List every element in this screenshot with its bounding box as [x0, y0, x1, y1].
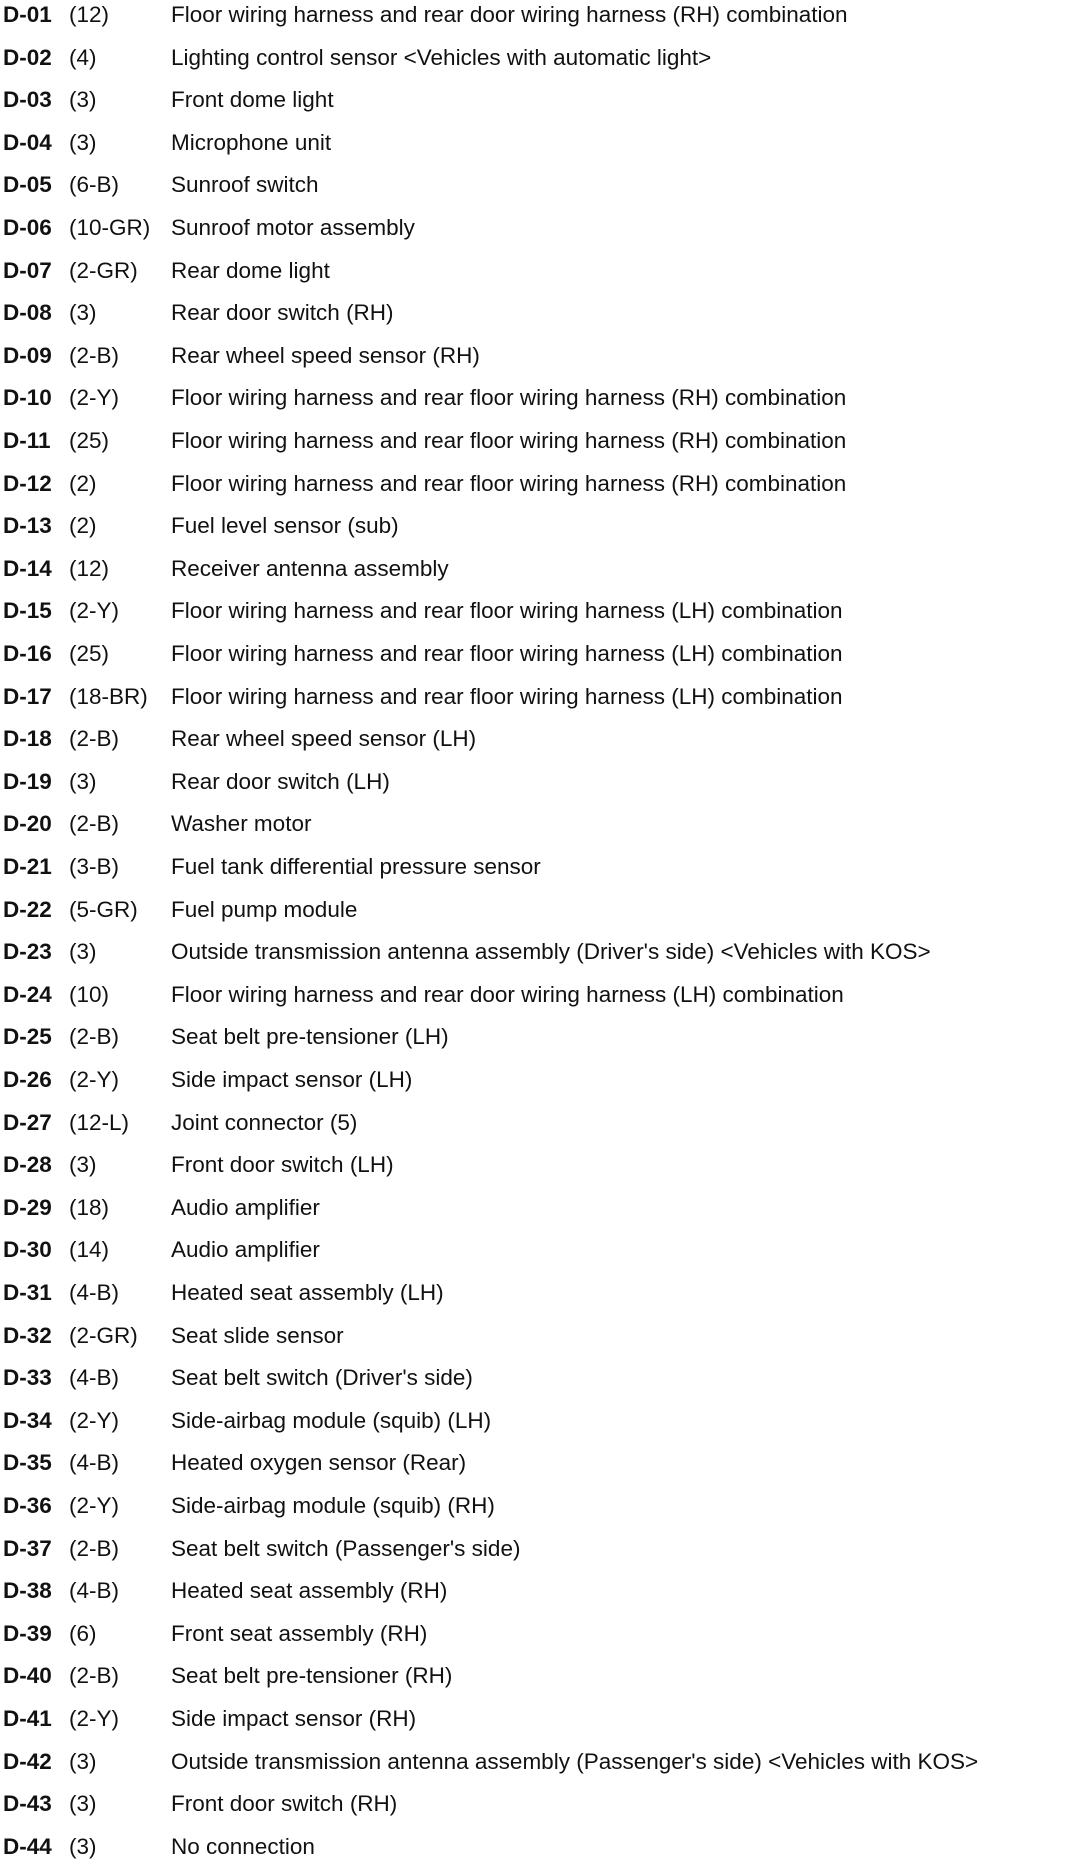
connector-pins: (2-B) [69, 1024, 119, 1050]
connector-description: Side impact sensor (LH) [171, 1067, 413, 1092]
connector-id: D-26 [3, 1067, 52, 1092]
connector-pins: (2) [69, 513, 97, 539]
connector-description: Seat belt pre-tensioner (RH) [171, 1663, 453, 1689]
connector-pins: (12) [69, 555, 110, 581]
connector-pins: (2-B) [69, 1535, 119, 1561]
connector-pins: (2-GR) [69, 1322, 138, 1348]
connector-description: Joint connector (5) [171, 1109, 358, 1135]
connector-pins: (10-GR) [69, 215, 151, 240]
connector-id: D-21 [3, 854, 52, 879]
connector-pins: (5-GR) [69, 896, 138, 922]
connector-id: D-30 [3, 1237, 52, 1263]
connector-description: Fuel tank differential pressure sensor [171, 854, 541, 879]
connector-pins: (2-Y) [69, 1407, 119, 1433]
connector-pins: (2-Y) [69, 1706, 119, 1731]
connector-description: Seat belt switch (Passenger's side) [171, 1535, 521, 1561]
connector-id: D-04 [3, 129, 52, 155]
connector-description: Floor wiring harness and rear floor wiring harness (RH) combination [171, 470, 847, 496]
connector-id: D-24 [3, 981, 52, 1007]
connector-description: Floor wiring harness and rear floor wiring harness (LH) combination [171, 598, 843, 624]
connector-id: D-34 [3, 1407, 52, 1433]
connector-pins: (3-B) [69, 854, 119, 879]
connector-description: Floor wiring harness and rear floor wiring harness (RH) combination [171, 385, 847, 411]
connector-id: D-01 [3, 2, 52, 27]
connector-id: D-41 [3, 1706, 52, 1731]
connector-pins: (12-L) [69, 1109, 130, 1135]
connector-description: Floor wiring harness and rear floor wiring harness (LH) combination [171, 641, 843, 666]
connector-pins: (3) [69, 1833, 97, 1859]
connector-id: D-06 [3, 215, 52, 240]
connector-pins: (3) [69, 1791, 97, 1817]
connector-pins: (2-Y) [69, 1067, 119, 1092]
connector-id: D-28 [3, 1152, 52, 1178]
connector-id: D-09 [3, 342, 52, 368]
connector-pins: (2-B) [69, 1663, 119, 1689]
connector-pins: (2-B) [69, 811, 119, 837]
connector-id: D-16 [3, 641, 52, 666]
connector-description: Rear door switch (RH) [171, 300, 394, 326]
connector-id: D-40 [3, 1663, 52, 1689]
connector-pins: (4) [69, 44, 97, 70]
connector-id: D-42 [3, 1748, 52, 1774]
connector-id: D-03 [3, 87, 52, 113]
connector-description: Seat slide sensor [171, 1322, 344, 1348]
connector-id: D-17 [3, 683, 52, 709]
connector-description: Lighting control sensor <Vehicles with automatic light> [171, 44, 712, 70]
connector-description: Front door switch (LH) [171, 1152, 394, 1178]
connector-pins: (2-Y) [69, 385, 119, 411]
connector-description: Sunroof switch [171, 172, 319, 198]
connector-id: D-36 [3, 1493, 52, 1518]
connector-description: Microphone unit [171, 129, 332, 155]
connector-pins: (2-B) [69, 726, 119, 752]
connector-id: D-25 [3, 1024, 52, 1050]
connector-id: D-10 [3, 385, 52, 411]
connector-id: D-31 [3, 1280, 52, 1305]
connector-pins: (4-B) [69, 1365, 119, 1391]
connector-id: D-15 [3, 598, 52, 624]
connector-description: Rear wheel speed sensor (LH) [171, 726, 477, 752]
connector-pins: (18) [69, 1194, 110, 1220]
connector-pins: (25) [69, 428, 110, 453]
connector-pins: (3) [69, 768, 97, 794]
connector-description: Washer motor [171, 811, 312, 837]
connector-id: D-27 [3, 1109, 52, 1135]
connector-id: D-38 [3, 1578, 52, 1604]
connector-pins: (6) [69, 1620, 97, 1646]
connector-id: D-13 [3, 513, 52, 539]
connector-pins: (14) [69, 1237, 110, 1263]
connector-id: D-29 [3, 1194, 52, 1220]
connector-id: D-14 [3, 555, 52, 581]
connector-description: Audio amplifier [171, 1237, 320, 1263]
connector-pins: (3) [69, 1152, 97, 1178]
connector-description: Side-airbag module (squib) (RH) [171, 1493, 495, 1518]
connector-id: D-44 [3, 1833, 52, 1859]
connector-id: D-11 [3, 428, 51, 453]
connector-description: Rear dome light [171, 257, 330, 283]
connector-id: D-12 [3, 470, 52, 496]
connector-pins: (4-B) [69, 1578, 119, 1604]
connector-description: Receiver antenna assembly [171, 555, 449, 581]
connector-description: Outside transmission antenna assembly (Driver's side) <Vehicles with KOS> [171, 939, 931, 965]
connector-description: Sunroof motor assembly [171, 215, 415, 240]
connector-description: Side impact sensor (RH) [171, 1706, 417, 1731]
connector-description: Heated seat assembly (RH) [171, 1578, 448, 1604]
connector-description: Seat belt switch (Driver's side) [171, 1365, 473, 1391]
connector-pins: (2-B) [69, 342, 119, 368]
connector-pins: (25) [69, 641, 110, 666]
connector-description: Front door switch (RH) [171, 1791, 398, 1817]
connector-description: Heated oxygen sensor (Rear) [171, 1450, 467, 1476]
connector-id: D-23 [3, 939, 52, 965]
connector-description: Side-airbag module (squib) (LH) [171, 1407, 492, 1433]
connector-description: Front dome light [171, 87, 334, 113]
connector-description: Floor wiring harness and rear door wiring harness (LH) combination [171, 981, 844, 1007]
connector-id: D-33 [3, 1365, 52, 1391]
connector-id: D-19 [3, 768, 52, 794]
connector-pins: (3) [69, 939, 97, 965]
connector-description: Fuel level sensor (sub) [171, 513, 399, 539]
connector-pins: (2-Y) [69, 1493, 119, 1518]
connector-pins: (18-BR) [69, 683, 148, 709]
connector-id: D-02 [3, 44, 52, 70]
connector-description: Audio amplifier [171, 1194, 320, 1220]
connector-pins: (3) [69, 129, 97, 155]
connector-description: Seat belt pre-tensioner (LH) [171, 1024, 449, 1050]
connector-id: D-43 [3, 1791, 52, 1817]
connector-description: Outside transmission antenna assembly (Passenger's side) <Vehicles with KOS> [171, 1748, 979, 1774]
connector-description: Front seat assembly (RH) [171, 1620, 428, 1646]
connector-description: Floor wiring harness and rear floor wiring harness (LH) combination [171, 683, 843, 709]
connector-id: D-37 [3, 1535, 52, 1561]
connector-pins: (2-Y) [69, 598, 119, 624]
connector-pins: (3) [69, 300, 97, 326]
connector-id: D-39 [3, 1620, 52, 1646]
connector-description: No connection [171, 1833, 315, 1859]
connector-description: Floor wiring harness and rear floor wiring harness (RH) combination [171, 428, 847, 453]
connector-description: Heated seat assembly (LH) [171, 1280, 444, 1305]
connector-description: Fuel pump module [171, 896, 358, 922]
connector-pins: (3) [69, 87, 97, 113]
connector-pins: (3) [69, 1748, 97, 1774]
connector-pins: (10) [69, 981, 110, 1007]
connector-id: D-35 [3, 1450, 52, 1476]
connector-description: Rear wheel speed sensor (RH) [171, 342, 480, 368]
connector-pins: (4-B) [69, 1280, 119, 1305]
connector-description: Rear door switch (LH) [171, 768, 390, 794]
connector-id: D-07 [3, 257, 52, 283]
connector-id: D-08 [3, 300, 52, 326]
connector-pins: (2) [69, 470, 97, 496]
connector-id: D-32 [3, 1322, 52, 1348]
connector-pins: (12) [69, 2, 110, 27]
connector-id: D-18 [3, 726, 52, 752]
connector-description: Floor wiring harness and rear door wiring harness (RH) combination [171, 2, 848, 27]
connector-pins: (2-GR) [69, 257, 138, 283]
connector-pins: (4-B) [69, 1450, 119, 1476]
connector-pins: (6-B) [69, 172, 119, 198]
connector-id: D-05 [3, 172, 52, 198]
connector-id: D-22 [3, 896, 52, 922]
connector-id: D-20 [3, 811, 52, 837]
